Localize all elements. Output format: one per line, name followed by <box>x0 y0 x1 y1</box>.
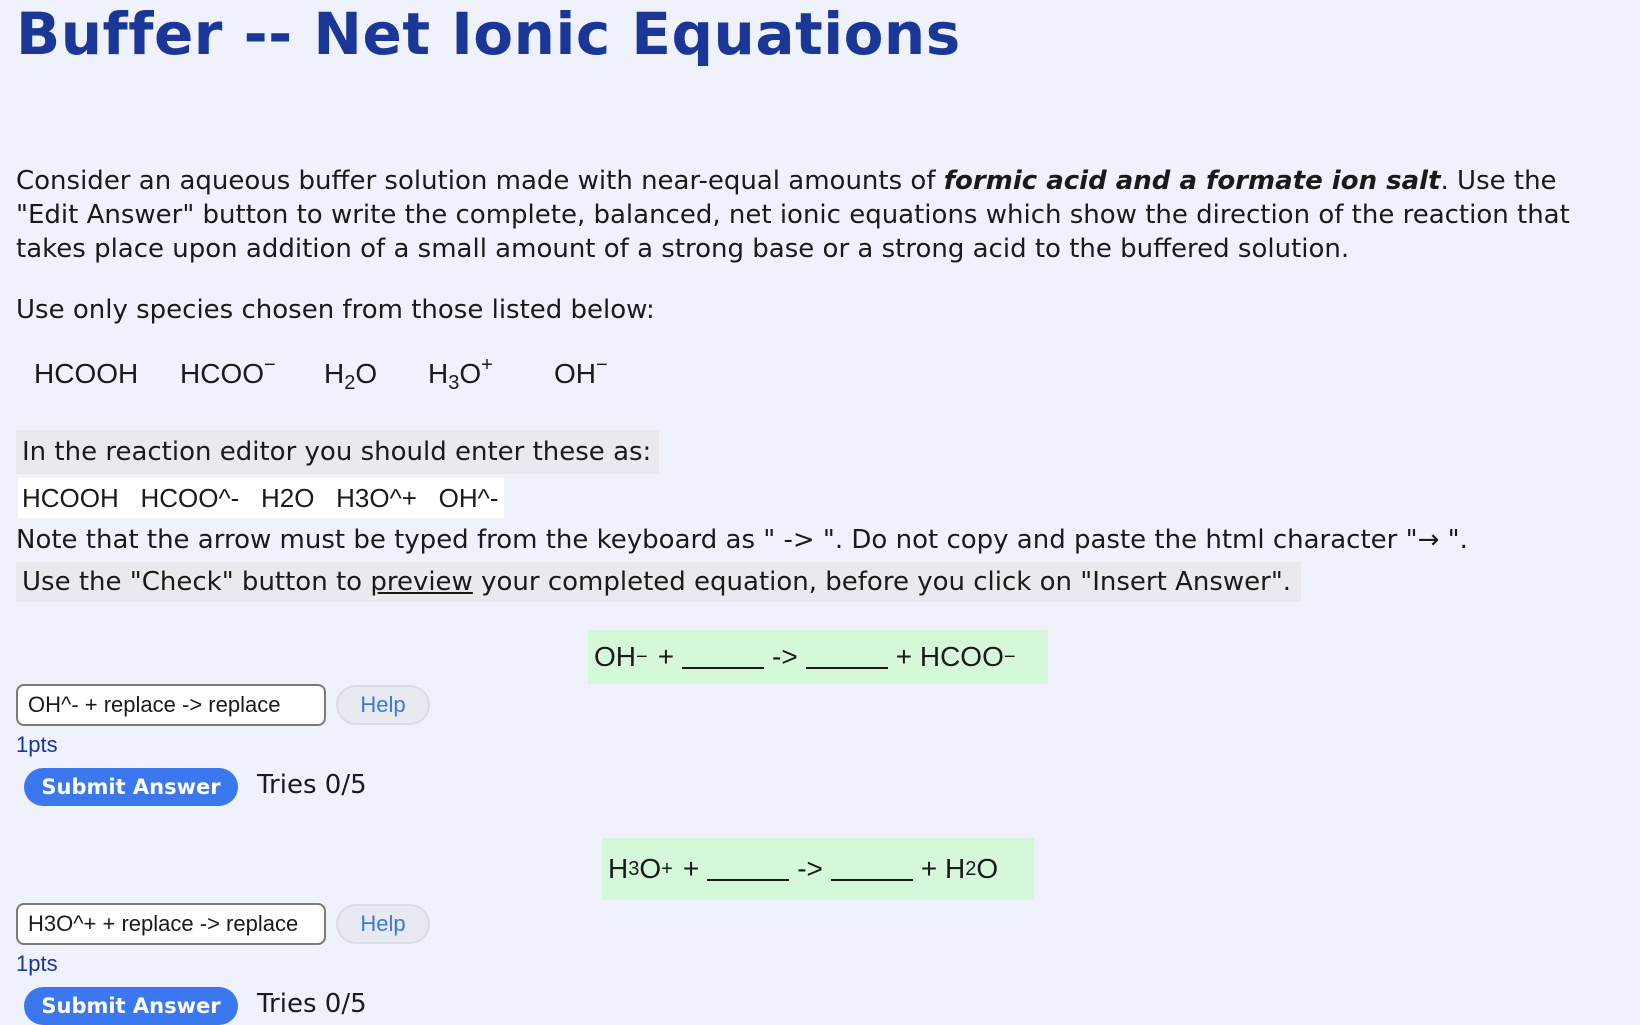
species-hcooh: HCOOH <box>34 358 139 389</box>
editor-label: In the reaction editor you should enter these as: <box>16 430 659 474</box>
answer-1-help-button[interactable]: Help <box>336 685 430 725</box>
intro-paragraph: Consider an aqueous buffer solution made with near-equal amounts of formic acid and a formate ion salt. Use the "Edit Answer" button to write the complete, balanced, net ionic equations which show the direction of the reaction that takes place upon addition of a small amount of a strong base or a strong acid to the buffered solution. <box>16 166 1570 264</box>
species-instruction: Use only species chosen from those listed below: <box>16 295 655 325</box>
preview-link[interactable]: preview <box>370 567 473 597</box>
page-title: Buffer -- Net Ionic Equations <box>16 0 961 68</box>
answer-2-input[interactable]: H3O^+ + replace -> replace <box>16 903 326 945</box>
equation-1: OH − + -> + HCOO − <box>588 630 1048 684</box>
arrow-note: Note that the arrow must be typed from the keyboard as " -> ". Do not copy and paste the html character "→ ". <box>16 525 1468 555</box>
answer-2-help-button[interactable]: Help <box>336 904 430 944</box>
answer-1-input[interactable]: OH^- + replace -> replace <box>16 684 326 726</box>
answer-1-submit-button[interactable]: Submit Answer <box>24 768 238 806</box>
answer-1-points: 1pts <box>16 732 58 757</box>
equation-2-blank-reactant <box>707 857 789 881</box>
answer-2-points: 1pts <box>16 951 58 976</box>
equation-2: H 3 O + + -> + H 2 O <box>602 838 1034 900</box>
answer-2-tries: Tries 0/5 <box>257 989 367 1019</box>
species-list <box>34 354 608 394</box>
intro-emphasis: formic acid and a formate ion salt <box>943 166 1441 196</box>
species-oh: OH− <box>554 354 608 389</box>
equation-1-blank-reactant <box>682 645 764 669</box>
species-h3o: $H_3O^+$ <box>428 354 493 394</box>
answer-1-tries: Tries 0/5 <box>257 770 367 800</box>
equation-2-blank-product <box>831 857 913 881</box>
species-hcoo: HCOO− <box>180 354 276 389</box>
species-h2o: $H_2O$ <box>324 358 378 394</box>
editor-codes: HCOOH HCOO^- H2O H3O^+ OH^- <box>18 478 504 518</box>
check-note: Use the "Check" button to preview your completed equation, before you click on "Insert Answer". <box>16 562 1301 602</box>
equation-1-blank-product <box>806 645 888 669</box>
answer-2-submit-button[interactable]: Submit Answer <box>24 987 238 1025</box>
